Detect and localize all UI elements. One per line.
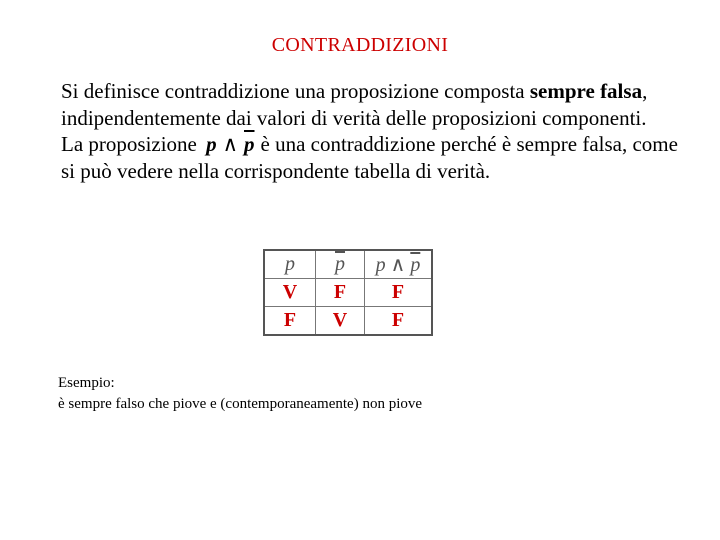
example-block (58, 373, 422, 415)
truth-table-header-row (264, 250, 432, 279)
formula-intro: La proposizione (61, 132, 197, 156)
table-row (264, 279, 432, 307)
emphasis-false: falsa (600, 79, 643, 103)
emphasis-always: sempre (529, 79, 595, 103)
cell-p: F (264, 307, 316, 336)
cell-not-p: F (316, 279, 365, 307)
header-p-and-not-p-label: p ∧ $\overline{p}$ (375, 254, 421, 276)
definition-text-tail: , indipendentemente dai valori di verità delle proposizioni componenti. (61, 79, 648, 130)
cell-p: V (264, 279, 316, 307)
truth-table (263, 249, 433, 336)
definition-paragraph (61, 78, 691, 131)
example-label: Esempio: (58, 375, 115, 391)
header-not-p-label: $\overline{p}$ (335, 253, 345, 275)
table-row (264, 307, 432, 336)
example-formula-paragraph (61, 131, 691, 184)
cell-result: F (365, 279, 433, 307)
definition-text-part: Si definisce contraddizione una proposizione composta (61, 79, 530, 103)
definition-text (61, 78, 691, 184)
example-text: è sempre falso che piove e (contemporaneamente) non piove (58, 396, 423, 412)
formula-var-p: p (206, 132, 217, 156)
header-not-p (316, 250, 365, 279)
formula-explanation: è una contraddizione perché è sempre falsa, come si può vedere nella corrispondente tabella di verità. (61, 132, 678, 183)
and-operator: ∧ (222, 132, 238, 156)
header-negated-p: $\overline{p}$ (410, 254, 421, 276)
cell-not-p: V (316, 307, 365, 336)
formula-var-not-p: $\overline{p}$ (244, 132, 255, 156)
header-p-and-not-p (365, 250, 433, 279)
formula (202, 132, 260, 156)
cell-result: F (365, 307, 433, 336)
page-title: CONTRADDIZIONI (271, 34, 449, 56)
header-p: p (264, 250, 316, 279)
